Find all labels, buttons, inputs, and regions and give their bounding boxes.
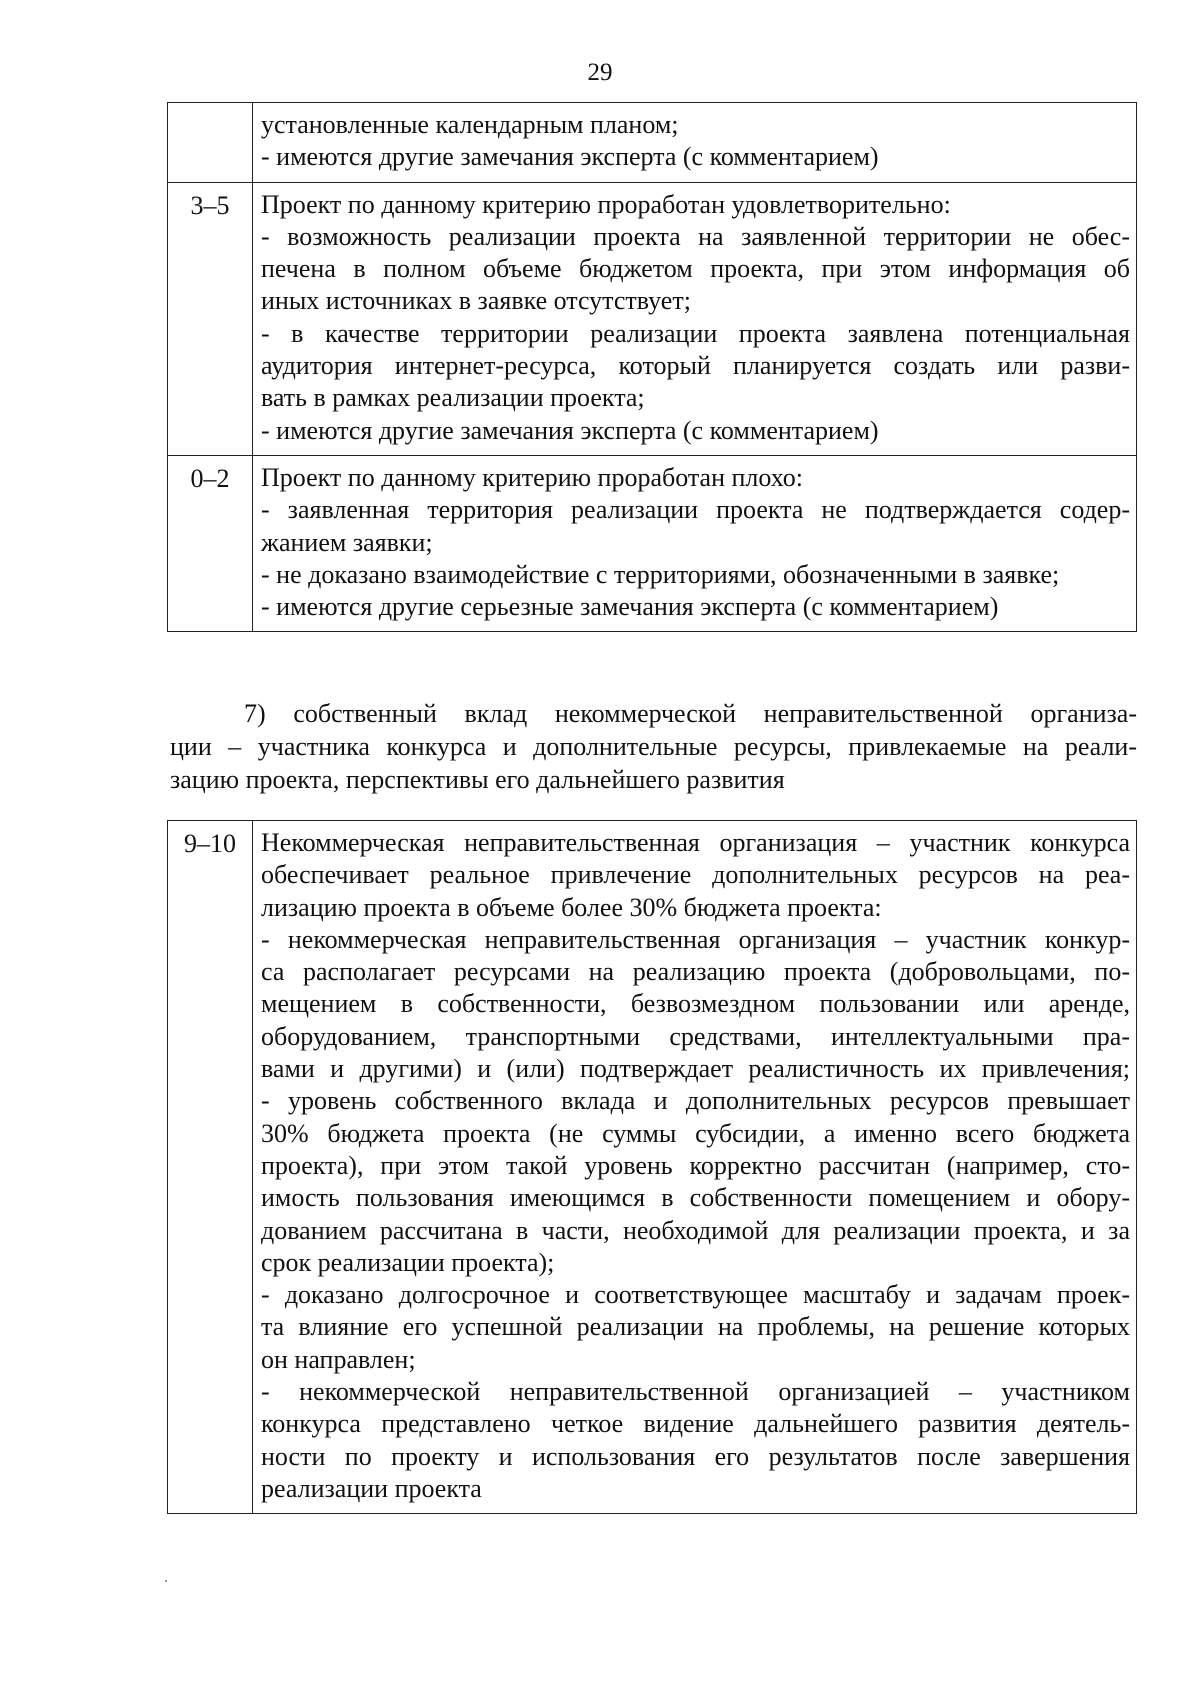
text-line: - имеются другие серьезные замечания эксперта (с комментарием) xyxy=(261,592,999,622)
description-cell xyxy=(253,182,1137,455)
text-line: - доказано долгосрочное и соответствующее масштабу и задачам проек- xyxy=(261,1280,1130,1310)
text-line: дованием рассчитана в части, необходимой для реализации проекта, и за xyxy=(261,1215,1130,1245)
text-line: имость пользования имеющимся в собственности помещением и обору- xyxy=(261,1183,1130,1213)
text-line: реализации проекта xyxy=(261,1473,482,1503)
text-line: вать в рамках реализации проекта; xyxy=(261,383,645,413)
text-line: зацию проекта, перспективы его дальнейшего развития xyxy=(170,765,785,794)
table-row xyxy=(168,455,1137,631)
description-cell xyxy=(253,821,1137,1514)
section-heading xyxy=(170,697,1137,796)
text-line: - имеются другие замечания эксперта (с комментарием) xyxy=(261,415,879,445)
text-line: лизацию проекта в объеме более 30% бюджета проекта: xyxy=(261,892,882,922)
text-line: - возможность реализации проекта на заявленной территории не обес- xyxy=(261,221,1130,251)
text-line: - некоммерческая неправительственная организация – участник конкур- xyxy=(261,924,1130,954)
text-line: проекта), при этом такой уровень корректно рассчитан (например, сто- xyxy=(261,1150,1130,1180)
criteria-table-top xyxy=(167,102,1137,632)
text-line: - не доказано взаимодействие с территориями, обозначенными в заявке; xyxy=(261,559,1060,589)
text-line: оборудованием, транспортными средствами, интеллектуальными пра- xyxy=(261,1021,1130,1051)
text-line: иных источниках в заявке отсутствует; xyxy=(261,286,691,316)
text-line: - имеются другие замечания эксперта (с комментарием) xyxy=(261,142,879,172)
table-row xyxy=(168,821,1137,1514)
text-line: установленные календарным планом; xyxy=(261,110,679,139)
text-line: са располагает ресурсами на реализацию проекта (добровольцами, по- xyxy=(261,957,1130,987)
text-line: 7) собственный вклад некоммерческой неправительственной организа- xyxy=(244,699,1137,728)
text-line: ности по проекту и использования его результатов после завершения xyxy=(261,1441,1130,1471)
score-cell: 9–10 xyxy=(168,821,253,1514)
text-line: Проект по данному критерию проработан удовлетворительно: xyxy=(261,189,951,219)
page-number: 29 xyxy=(587,59,613,86)
text-line: обеспечивает реальное привлечение дополнительных ресурсов на реа- xyxy=(261,860,1130,890)
text-line: - уровень собственного вклада и дополнительных ресурсов превышает xyxy=(261,1086,1130,1116)
text-line: - заявленная территория реализации проекта не подтверждается содер- xyxy=(261,495,1130,525)
score-cell: 0–2 xyxy=(168,455,253,631)
description-cell xyxy=(253,455,1137,631)
text-line: Проект по данному критерию проработан плохо: xyxy=(261,462,803,492)
text-line: Некоммерческая неправительственная организация – участник конкурса xyxy=(261,828,1130,857)
text-line: - некоммерческой неправительственной организацией – участником xyxy=(261,1377,1130,1407)
table-row xyxy=(168,103,1137,183)
description-cell xyxy=(253,103,1137,183)
text-line: аудитория интернет-ресурса, который планируется создать или разви- xyxy=(261,351,1130,381)
scan-speck xyxy=(165,1580,167,1582)
score-cell: 3–5 xyxy=(168,182,253,455)
criteria-table-bottom xyxy=(167,820,1137,1514)
text-line: конкурса представлено четкое видение дальнейшего развития деятель- xyxy=(261,1409,1130,1439)
text-line: жанием заявки; xyxy=(261,527,433,557)
text-line: мещением в собственности, безвозмездном пользовании или аренде, xyxy=(261,989,1130,1019)
table-row xyxy=(168,182,1137,455)
text-line: та влияние его успешной реализации на проблемы, на решение которых xyxy=(261,1312,1130,1342)
text-line: он направлен; xyxy=(261,1344,416,1374)
text-line: печена в полном объеме бюджетом проекта, при этом информация об xyxy=(261,254,1130,284)
text-line: 30% бюджета проекта (не суммы субсидии, а именно всего бюджета xyxy=(261,1118,1130,1148)
text-line: срок реализации проекта); xyxy=(261,1247,555,1277)
text-line: ции – участника конкурса и дополнительные ресурсы, привлекаемые на реали- xyxy=(170,732,1137,761)
score-cell xyxy=(168,103,253,183)
text-line: - в качестве территории реализации проекта заявлена потенциальная xyxy=(261,318,1130,348)
text-line: вами и другими) и (или) подтверждает реалистичность их привлечения; xyxy=(261,1054,1130,1084)
